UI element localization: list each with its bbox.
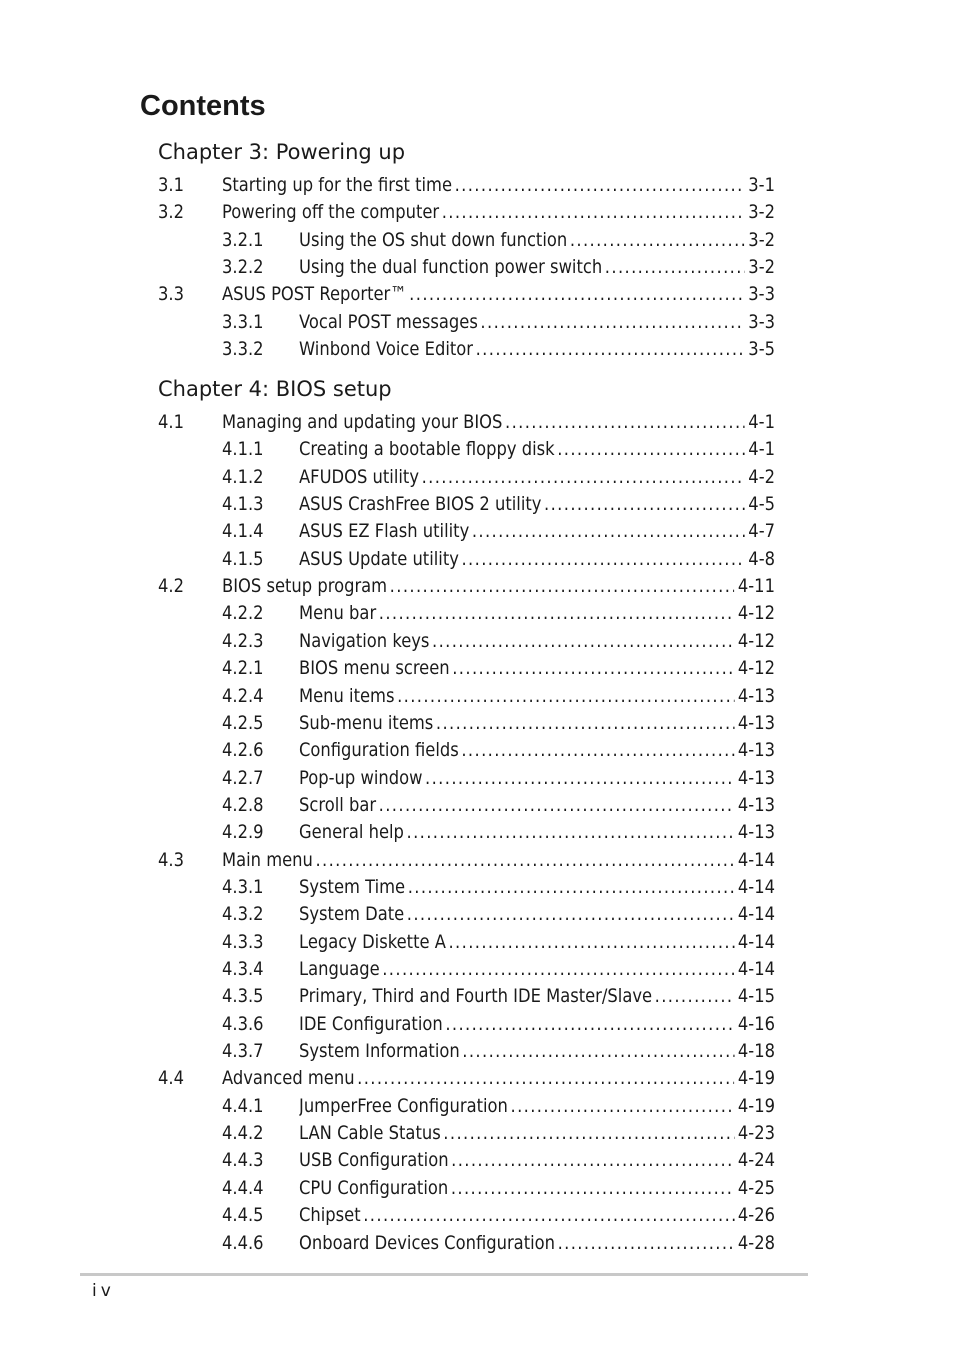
toc-entry-number: 4.1.3 (222, 493, 264, 515)
footer-rule (80, 1273, 808, 1276)
dot-leader (511, 1093, 735, 1119)
toc-entry-number: 4.1.2 (222, 466, 264, 488)
toc-entry[interactable] (158, 409, 775, 435)
toc-entry-number: 4.2.2 (222, 602, 264, 624)
toc-entry-title: Using the dual function power switch (299, 254, 605, 280)
toc-entry-title: Sub-menu items (299, 710, 436, 736)
toc-entry-number: 4.4.1 (222, 1095, 264, 1117)
toc-entry-number: 4.2.5 (222, 712, 264, 734)
toc-entry-number: 3.2 (158, 201, 184, 223)
toc-entry-page: 3-5 (745, 336, 775, 362)
toc-entry[interactable] (222, 491, 775, 517)
toc-entry-title: Menu bar (299, 600, 379, 626)
toc-entry-number: 4.2.3 (222, 630, 264, 652)
dot-leader (451, 1175, 735, 1201)
toc-entry[interactable] (222, 464, 775, 490)
toc-entry-number: 4.4.3 (222, 1149, 264, 1171)
toc-entry-page: 4-13 (734, 765, 775, 791)
toc-entry-title: Primary, Third and Fourth IDE Master/Slave (299, 983, 655, 1009)
page-number: iv (92, 1281, 115, 1301)
toc-entry-title: Menu items (299, 683, 397, 709)
toc-entry[interactable] (158, 1065, 775, 1091)
dot-leader (397, 683, 734, 709)
toc-entry-title: ASUS Update utility (299, 546, 461, 572)
toc-entry[interactable] (222, 901, 775, 927)
toc-entry-number: 3.3.2 (222, 338, 264, 360)
toc-entry[interactable] (158, 847, 775, 873)
toc-entry-title: BIOS setup program (222, 573, 390, 599)
toc-entry-page: 4-13 (734, 737, 775, 763)
toc-entry[interactable] (222, 983, 775, 1009)
dot-leader (408, 874, 735, 900)
toc-entry-page: 3-2 (745, 254, 775, 280)
toc-entry-title: Navigation keys (299, 628, 432, 654)
toc-entry-page: 4-19 (734, 1093, 775, 1119)
dot-leader (455, 172, 745, 198)
dot-leader (461, 737, 734, 763)
toc-entry-title: Onboard Devices Configuration (299, 1230, 558, 1256)
toc-entry[interactable] (222, 227, 775, 253)
toc-entry-page: 4-13 (734, 683, 775, 709)
toc-entry-title: BIOS menu screen (299, 655, 452, 681)
toc-entry-page: 4-1 (745, 436, 775, 462)
chapter-heading: Chapter 4: BIOS setup (158, 377, 392, 401)
toc-entry-title: Chipset (299, 1202, 363, 1228)
toc-entry-number: 4.2 (158, 575, 184, 597)
toc-entry-title: ASUS POST Reporter™ (222, 281, 409, 307)
dot-leader (390, 573, 735, 599)
dot-leader (406, 819, 734, 845)
dot-leader (315, 847, 734, 873)
toc-entry-title: Scroll bar (299, 792, 379, 818)
dot-leader (443, 1120, 734, 1146)
toc-entry[interactable] (222, 1175, 775, 1201)
toc-entry-title: Vocal POST messages (299, 309, 480, 335)
toc-entry-title: Legacy Diskette A (299, 929, 448, 955)
toc-entry-number: 4.1.5 (222, 548, 264, 570)
toc-entry-title: JumperFree Configuration (299, 1093, 511, 1119)
toc-entry-page: 4-14 (734, 956, 775, 982)
toc-entry[interactable] (222, 546, 775, 572)
dot-leader (407, 901, 735, 927)
toc-entry-title: Powering off the computer (222, 199, 442, 225)
toc-entry-title: CPU Configuration (299, 1175, 451, 1201)
toc-entry[interactable] (222, 1120, 775, 1146)
toc-entry-title: Managing and updating your BIOS (222, 409, 505, 435)
toc-entry-page: 4-15 (734, 983, 775, 1009)
toc-entry[interactable] (222, 929, 775, 955)
toc-entry[interactable] (222, 765, 775, 791)
dot-leader (476, 336, 745, 362)
dot-leader (379, 600, 735, 626)
toc-entry[interactable] (222, 336, 775, 362)
toc-entry-title: IDE Configuration (299, 1011, 445, 1037)
toc-entry-page: 4-12 (734, 600, 775, 626)
toc-entry-title: Pop-up window (299, 765, 425, 791)
dot-leader (570, 227, 745, 253)
toc-entry-page: 4-28 (734, 1230, 775, 1256)
toc-entry[interactable] (158, 281, 775, 307)
toc-entry-number: 3.2.2 (222, 256, 264, 278)
toc-entry-page: 4-12 (734, 628, 775, 654)
dot-leader (432, 628, 734, 654)
toc-entry-page: 4-13 (734, 819, 775, 845)
dot-leader (448, 929, 734, 955)
toc-entry-page: 4-2 (745, 464, 775, 490)
dot-leader (557, 436, 745, 462)
toc-entry-number: 4.2.4 (222, 685, 264, 707)
toc-entry-number: 4.3.2 (222, 903, 264, 925)
toc-entry[interactable] (222, 819, 775, 845)
toc-entry-page: 4-18 (734, 1038, 775, 1064)
toc-entry-title: Using the OS shut down function (299, 227, 570, 253)
toc-entry-title: Creating a bootable floppy disk (299, 436, 557, 462)
dot-leader (655, 983, 735, 1009)
toc-entry-title: Configuration fields (299, 737, 461, 763)
toc-entry-number: 4.2.6 (222, 739, 264, 761)
toc-entry-page: 4-5 (745, 491, 775, 517)
toc-entry-title: USB Configuration (299, 1147, 451, 1173)
toc-entry-number: 4.4.5 (222, 1204, 264, 1226)
toc-entry[interactable] (222, 309, 775, 335)
dot-leader (422, 464, 745, 490)
dot-leader (462, 1038, 734, 1064)
toc-entry-title: General help (299, 819, 407, 845)
toc-entry-number: 4.3.3 (222, 931, 264, 953)
toc-entry-page: 4-8 (745, 546, 775, 572)
dot-leader (445, 1011, 734, 1037)
toc-entry-page: 4-13 (734, 792, 775, 818)
toc-entry[interactable] (222, 737, 775, 763)
toc-entry-number: 3.3 (158, 283, 184, 305)
toc-entry[interactable] (222, 792, 775, 818)
toc-entry-title: Language (299, 956, 382, 982)
toc-entry[interactable] (222, 655, 775, 681)
dot-leader (363, 1202, 734, 1228)
dot-leader (472, 518, 745, 544)
toc-entry-title: LAN Cable Status (299, 1120, 443, 1146)
toc-entry-number: 4.1 (158, 411, 184, 433)
toc-entry-page: 3-2 (745, 199, 775, 225)
toc-entry-page: 4-14 (734, 847, 775, 873)
toc-entry-page: 3-1 (745, 172, 775, 198)
toc-entry-number: 3.1 (158, 174, 184, 196)
toc-entry[interactable] (222, 1202, 775, 1228)
toc-entry[interactable] (222, 600, 775, 626)
dot-leader (451, 1147, 734, 1173)
toc-entry-number: 4.3 (158, 849, 184, 871)
toc-entry-page: 3-3 (745, 281, 775, 307)
dot-leader (357, 1065, 734, 1091)
toc-entry-number: 3.3.1 (222, 311, 264, 333)
toc-entry-title: Main menu (222, 847, 315, 873)
toc-entry-number: 4.4.2 (222, 1122, 264, 1144)
dot-leader (442, 199, 745, 225)
dot-leader (605, 254, 745, 280)
toc-entry-title: ASUS EZ Flash utility (299, 518, 472, 544)
toc-entry-page: 4-1 (745, 409, 775, 435)
toc-entry-page: 3-3 (745, 309, 775, 335)
toc-entry[interactable] (222, 518, 775, 544)
dot-leader (409, 281, 745, 307)
dot-leader (379, 792, 735, 818)
toc-entry-page: 4-25 (734, 1175, 775, 1201)
toc-entry-page: 4-14 (734, 874, 775, 900)
toc-entry-page: 4-24 (734, 1147, 775, 1173)
toc-entry[interactable] (222, 1230, 775, 1256)
toc-entry-title: AFUDOS utility (299, 464, 422, 490)
toc-entry[interactable] (222, 1038, 775, 1064)
toc-entry-page: 4-23 (734, 1120, 775, 1146)
dot-leader (480, 309, 744, 335)
toc-entry-number: 4.3.7 (222, 1040, 264, 1062)
toc-entry[interactable] (158, 573, 775, 599)
toc-entry-number: 4.3.5 (222, 985, 264, 1007)
toc-entry[interactable] (158, 199, 775, 225)
toc-entry[interactable] (222, 628, 775, 654)
toc-entry-number: 4.2.8 (222, 794, 264, 816)
toc-entry-number: 4.3.1 (222, 876, 264, 898)
toc-entry-page: 4-12 (734, 655, 775, 681)
page-title: Contents (140, 90, 266, 122)
toc-entry[interactable] (222, 874, 775, 900)
dot-leader (544, 491, 745, 517)
toc-entry-number: 4.2.9 (222, 821, 264, 843)
toc-entry-title: Starting up for the first time (222, 172, 455, 198)
toc-entry-number: 4.4.4 (222, 1177, 264, 1199)
dot-leader (505, 409, 745, 435)
toc-entry-title: Winbond Voice Editor (299, 336, 476, 362)
toc-entry-title: System Information (299, 1038, 462, 1064)
toc-entry[interactable] (222, 710, 775, 736)
toc-entry[interactable] (222, 1093, 775, 1119)
toc-entry[interactable] (158, 172, 775, 198)
toc-entry-page: 4-14 (734, 901, 775, 927)
toc-entry-number: 4.1.4 (222, 520, 264, 542)
toc-entry-page: 3-2 (745, 227, 775, 253)
toc-entry-number: 4.4.6 (222, 1232, 264, 1254)
toc-entry-number: 3.2.1 (222, 229, 264, 251)
toc-entry-page: 4-11 (734, 573, 775, 599)
toc-entry[interactable] (222, 254, 775, 280)
toc-entry-title: System Date (299, 901, 407, 927)
dot-leader (461, 546, 744, 572)
toc-entry-page: 4-7 (745, 518, 775, 544)
dot-leader (452, 655, 734, 681)
toc-entry[interactable] (222, 683, 775, 709)
toc-entry[interactable] (222, 1011, 775, 1037)
toc-entry-title: Advanced menu (222, 1065, 357, 1091)
dot-leader (382, 956, 734, 982)
toc-entry-page: 4-14 (734, 929, 775, 955)
toc-entry-number: 4.3.6 (222, 1013, 264, 1035)
chapter-heading: Chapter 3: Powering up (158, 140, 406, 164)
dot-leader (558, 1230, 735, 1256)
toc-entry-page: 4-16 (734, 1011, 775, 1037)
toc-entry-page: 4-13 (734, 710, 775, 736)
dot-leader (425, 765, 734, 791)
toc-entry-number: 4.3.4 (222, 958, 264, 980)
toc-entry-number: 4.2.7 (222, 767, 264, 789)
toc-entry-page: 4-26 (734, 1202, 775, 1228)
toc-entry-title: System Time (299, 874, 408, 900)
toc-entry-number: 4.1.1 (222, 438, 264, 460)
toc-entry-page: 4-19 (734, 1065, 775, 1091)
toc-entry-number: 4.4 (158, 1067, 184, 1089)
dot-leader (436, 710, 735, 736)
toc-entry-title: ASUS CrashFree BIOS 2 utility (299, 491, 544, 517)
toc-entry[interactable] (222, 436, 775, 462)
toc-entry-number: 4.2.1 (222, 657, 264, 679)
toc-entry[interactable] (222, 956, 775, 982)
toc-entry[interactable] (222, 1147, 775, 1173)
